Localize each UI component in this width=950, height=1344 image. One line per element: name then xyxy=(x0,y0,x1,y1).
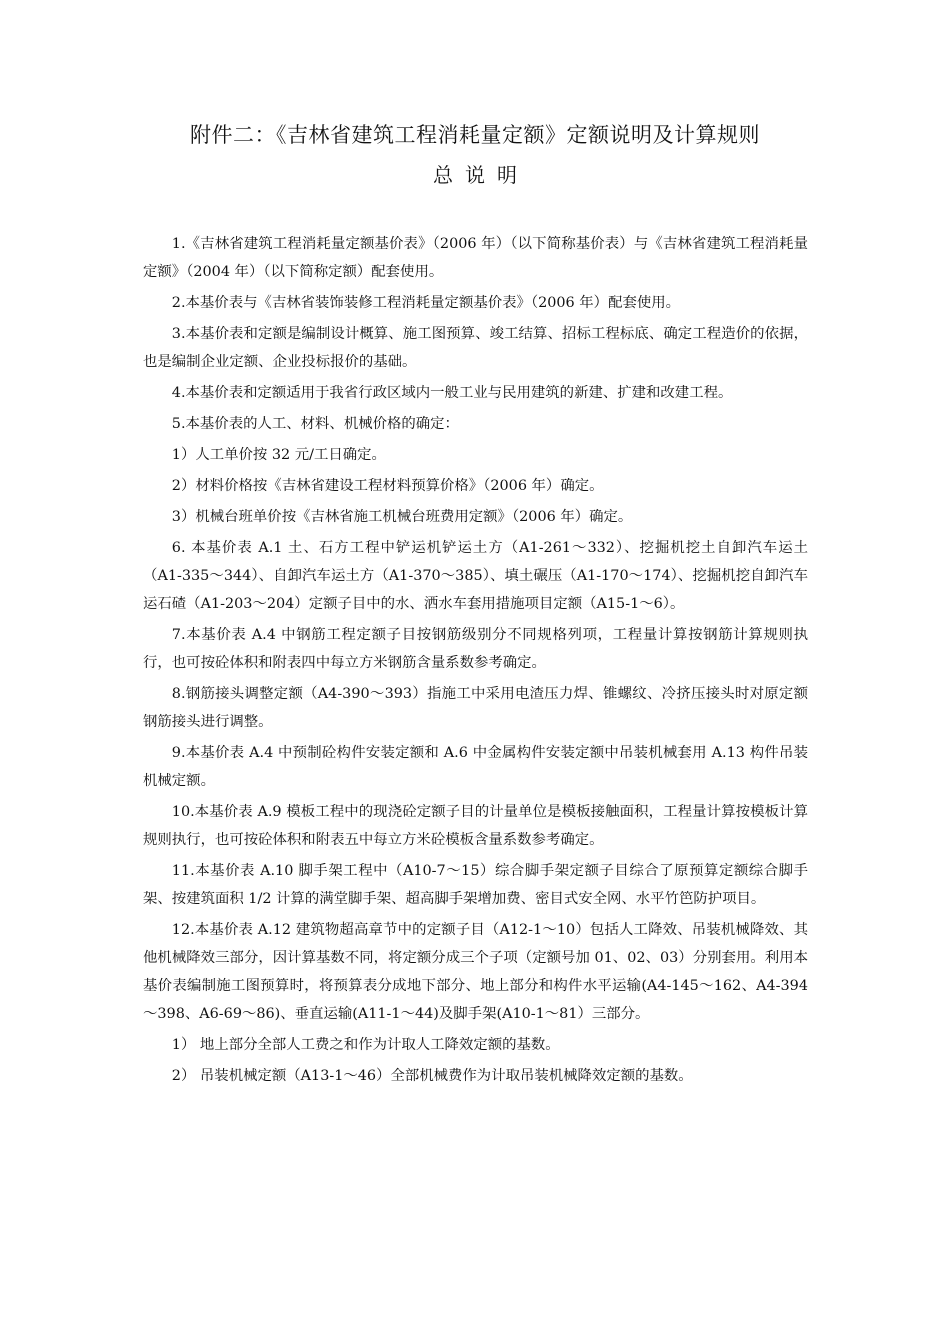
paragraph-5: 5.本基价表的人工、材料、机械价格的确定： xyxy=(171,416,459,432)
paragraph-2: 2.本基价表与《吉林省装饰装修工程消耗量定额基价表》（2006 年）配套使用。 xyxy=(171,295,681,311)
paragraph-4: 4.本基价表和定额适用于我省行政区域内一般工业与民用建筑的新建、扩建和改建工程。 xyxy=(171,385,733,401)
paragraph-5-item-3: 3）机械台班单价按《吉林省施工机械台班费用定额》（2006 年）确定。 xyxy=(171,509,633,525)
paragraph-10: 10.本基价表 A.9 模板工程中的现浇砼定额子目的计量单位是模板接触面积，工程量计算按模板计算规则执行，也可按砼体积和附表五中每立方米砼模板含量系数参考确定。 xyxy=(143,804,808,848)
paragraph-12: 12.本基价表 A.12 建筑物超高章节中的定额子目（A12-1～10）包括人工降效、吊装机械降效、其他机械降效三部分，因计算基数不同，将定额分成三个子项（定额号加 01、02、03）分别套用。利用本基价表编制施工图预算时，将预算表分成地下部分、地上部分和构件水平运输(A4-145～162、A4-394～398、A6-69～86)、垂直运输(A11-1～44)及脚手架(A10-1～81）三部分。 xyxy=(143,922,808,1022)
paragraph-7: 7.本基价表 A.4 中钢筋工程定额子目按钢筋级别分不同规格列项，工程量计算按钢筋计算规则执行，也可按砼体积和附表四中每立方米钢筋含量系数参考确定。 xyxy=(143,627,808,671)
paragraph-12-item-2: 2） 吊装机械定额（A13-1～46）全部机械费作为计取吊装机械降效定额的基数。 xyxy=(171,1068,693,1084)
paragraph-3: 3.本基价表和定额是编制设计概算、施工图预算、竣工结算、招标工程标底、确定工程造价的依据，也是编制企业定额、企业投标报价的基础。 xyxy=(143,326,808,370)
paragraph-11: 11.本基价表 A.10 脚手架工程中（A10-7～15）综合脚手架定额子目综合了原预算定额综合脚手架、按建筑面积 1/2 计算的满堂脚手架、超高脚手架增加费、密目式安全网、水平竹笆防护项目。 xyxy=(143,863,808,907)
paragraph-6: 6. 本基价表 A.1 土、石方工程中铲运机铲运土方（A1-261～332）、挖掘机挖土自卸汽车运土（A1-335～344）、自卸汽车运土方（A1-370～385）、填土碾压（A1-170～174）、挖掘机挖自卸汽车运石碴（A1-203～204）定额子目中的水、洒水车套用措施项目定额（A15-1～6）。 xyxy=(143,540,808,612)
paragraph-5-item-2: 2）材料价格按《吉林省建设工程材料预算价格》（2006 年）确定。 xyxy=(171,478,604,494)
paragraph-1: 1.《吉林省建筑工程消耗量定额基价表》（2006 年）（以下简称基价表）与《吉林省建筑工程消耗量定额》（2004 年）（以下简称定额）配套使用。 xyxy=(143,236,808,280)
paragraph-5-item-1: 1）人工单价按 32 元/工日确定。 xyxy=(171,447,386,463)
paragraph-12-item-1: 1） 地上部分全部人工费之和作为计取人工降效定额的基数。 xyxy=(171,1037,560,1053)
section-heading: 总说明 xyxy=(433,163,529,187)
paragraph-8: 8.钢筋接头调整定额（A4-390～393）指施工中采用电渣压力焊、锥螺纹、冷挤压接头时对原定额钢筋接头进行调整。 xyxy=(143,686,808,730)
paragraph-9: 9.本基价表 A.4 中预制砼构件安装定额和 A.6 中金属构件安装定额中吊装机械套用 A.13 构件吊装机械定额。 xyxy=(143,745,808,789)
document-title: 附件二：《吉林省建筑工程消耗量定额》定额说明及计算规则 xyxy=(190,123,760,147)
document-body xyxy=(143,230,808,1093)
